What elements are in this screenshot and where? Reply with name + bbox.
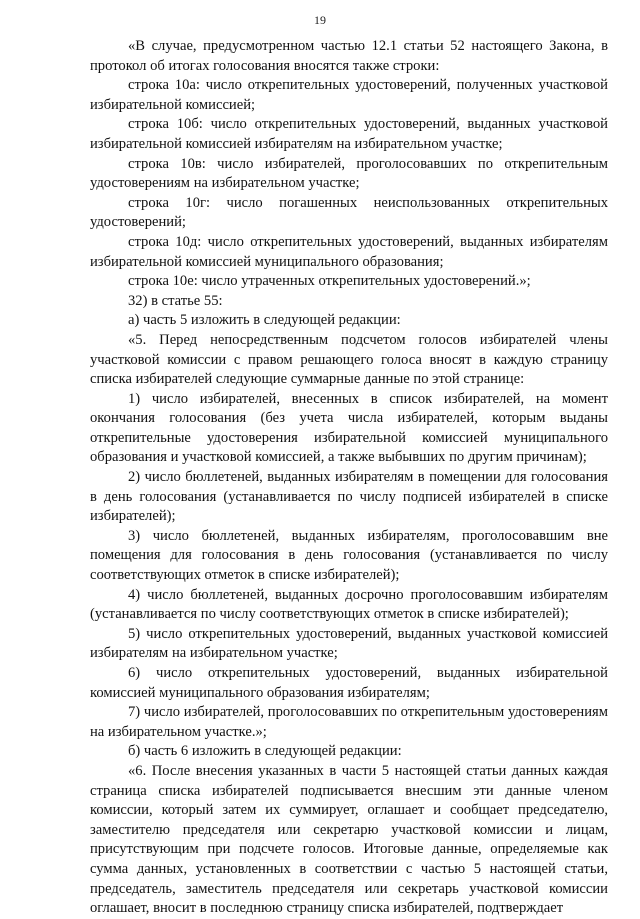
paragraph: строка 10е: число утраченных открепительных удостоверений.»; — [128, 273, 531, 290]
paragraph: 4) число бюллетеней, выданных досрочно проголосовавшим избирателям (устанавливается по числу соответствующих отметок в списке избирателей); — [90, 586, 608, 623]
paragraph: а) часть 5 изложить в следующей редакции: — [128, 312, 401, 329]
paragraph: строка 10г: число погашенных неиспользованных открепительных удостоверений; — [90, 194, 608, 231]
paragraph: 5) число открепительных удостоверений, выданных участковой комиссией избирателям на избирательном участке; — [90, 625, 608, 662]
paragraph: строка 10а: число открепительных удостоверений, полученных участковой избирательной комиссией; — [90, 77, 608, 113]
paragraph: 6) число открепительных удостоверений, выданных избирательной комиссией муниципального образования избирателям; — [90, 665, 608, 701]
paragraph: 1) число избирателей, внесенных в список избирателей, на момент окончания голосования (без учета числа избирателей, которым выданы открепительные удостоверения избирательной комиссией муниципального образования и участковой комиссией, а также выбывших по другим причинам); — [90, 390, 608, 466]
paragraph: «6. После внесения указанных в части 5 настоящей статьи данных каждая страница списка избирателей подписывается внесшим эти данные членом комиссии, который затем их суммирует, оглашает и сообщает председателю, заместителю председателя или секретарю участковой комиссии и лицам, присутствующим при подсчете голосов. Итоговые данные, определяемые как сумма данных, установленных в соответствии с частью 5 настоящей статьи, председатель, заместитель председателя или секретарь участковой комиссии оглашает, вносит в последнюю страницу списка избирателей, подтверждает — [90, 762, 608, 917]
paragraph: 32) в статье 55: — [128, 292, 223, 309]
paragraph: 7) число избирателей, проголосовавших по открепительным удостоверениям на избирательном участке.»; — [90, 704, 608, 740]
paragraph: «В случае, предусмотренном частью 12.1 статьи 52 настоящего Закона, в протокол об итогах голосования вносятся также строки: — [90, 38, 608, 74]
paragraph: строка 10д: число открепительных удостоверений, выданных избирателям избирательной комиссией муниципального образования; — [90, 233, 608, 270]
paragraph: «5. Перед непосредственным подсчетом голосов избирателей члены участковой комиссии с правом решающего голоса вносят в каждую страницу списка избирателей следующие суммарные данные по этой странице: — [90, 331, 608, 388]
page-number: 19 — [314, 13, 326, 27]
paragraph: 2) число бюллетеней, выданных избирателям в помещении для голосования в день голосования (устанавливается по числу подписей избирателей в списке избирателей); — [90, 469, 608, 525]
paragraph: б) часть 6 изложить в следующей редакции: — [128, 743, 402, 760]
document-body — [90, 37, 608, 919]
paragraph: строка 10б: число открепительных удостоверений, выданных участковой избирательной комиссией избирателям на избирательном участке; — [90, 116, 608, 152]
paragraph: 3) число бюллетеней, выданных избирателям, проголосовавшим вне помещения для голосования в день голосования (устанавливается по числу соответствующих отметок в списке избирателей); — [90, 527, 608, 584]
paragraph: строка 10в: число избирателей, проголосовавших по открепительным удостоверениям на избирательном участке; — [90, 155, 608, 192]
